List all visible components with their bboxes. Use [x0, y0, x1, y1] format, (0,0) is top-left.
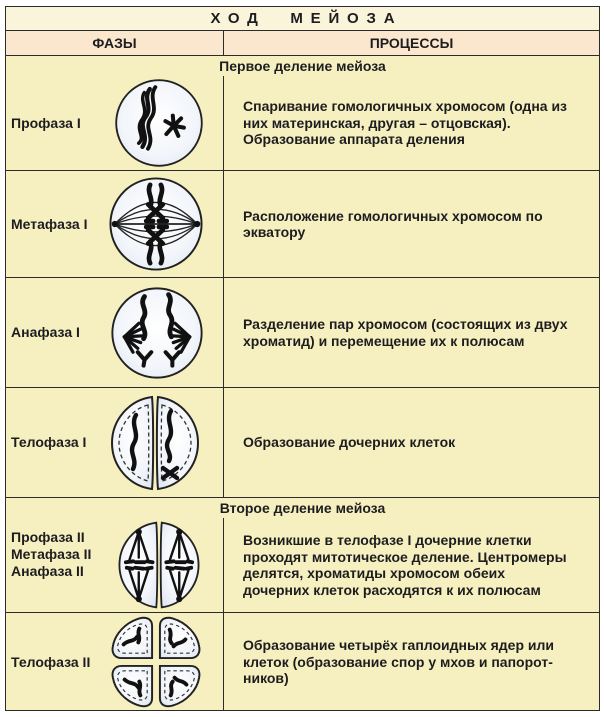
process-description: Разделение пар хромосом (состоящих из двух хроматид) и перемещение их к полюсам — [243, 316, 568, 349]
meiosis-2-division-cell-diagram — [113, 518, 205, 612]
process-cell — [224, 388, 599, 497]
phases-column-header: ФАЗЫ — [6, 31, 224, 55]
metaphase-1-cell-diagram — [107, 175, 205, 273]
phase-label: Телофаза II — [11, 653, 91, 670]
phase-label: Профаза II Метафаза II Анафаза II — [11, 529, 92, 579]
process-description: Расположение гомологичных хромосом по экватору — [243, 207, 543, 240]
processes-column-header: ПРОЦЕССЫ — [369, 35, 454, 51]
table-row — [6, 613, 599, 711]
phase-cell — [6, 278, 224, 387]
phase-label: Метафаза I — [11, 215, 88, 232]
telophase-1-cell-diagram — [105, 393, 205, 493]
anaphase-1-cell-diagram — [109, 285, 205, 381]
process-description: Спаривание гомологичных хромосом (одна из них материнская, другая – отцовская). Образование аппарата деления — [243, 98, 568, 148]
table-row — [6, 388, 599, 498]
telophase-2-cell-diagram — [107, 613, 205, 711]
process-description: Образование дочерних клеток — [243, 434, 456, 451]
phase-cell — [6, 613, 224, 711]
table-row — [6, 56, 599, 171]
process-cell — [224, 518, 599, 612]
table-row — [6, 171, 599, 278]
table-row — [6, 278, 599, 388]
process-cell — [224, 613, 599, 711]
phase-label: Профаза I — [11, 114, 81, 131]
process-description: Возникшие в телофазе I дочерние клетки проходят митотическое деление. Центромеры делятся, хроматиды хромосом обеих дочерних клеток расходятся к их полюсам — [243, 532, 567, 598]
table-title: ХОД МЕЙОЗА — [6, 7, 599, 31]
section-title-second-division: Второе деление мейоза — [219, 500, 386, 516]
column-headers — [6, 31, 599, 56]
section-title-first-division: Первое деление мейоза — [219, 58, 386, 74]
process-cell — [224, 76, 599, 170]
process-description: Образование четырёх гаплоидных ядер или клеток (образование спор у мхов и папорот-ников) — [243, 637, 555, 687]
process-cell — [224, 278, 599, 387]
phase-cell — [6, 171, 224, 277]
phase-label: Анафаза I — [11, 324, 80, 340]
prophase-1-cell-diagram — [113, 77, 205, 169]
table-row — [6, 498, 599, 613]
phase-cell — [6, 518, 224, 612]
meiosis-table — [5, 6, 600, 711]
process-cell — [224, 171, 599, 277]
phase-cell — [6, 388, 224, 497]
phase-cell — [6, 76, 224, 170]
phase-label: Телофаза I — [11, 434, 87, 450]
